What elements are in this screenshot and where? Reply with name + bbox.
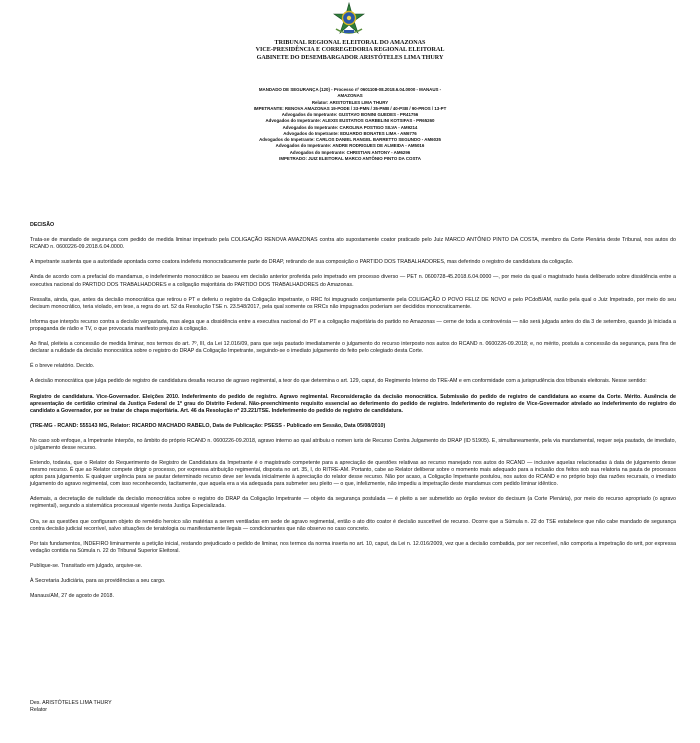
paragraph: É o breve relatório. Decido. (30, 363, 95, 370)
decision-title: DECISÃO (30, 222, 55, 228)
case-info (0, 87, 700, 162)
paragraph: No caso sob enfoque, a Impetrante interpôs, no âmbito do próprio RCAND n. 0600226-09.2018, agravo interno ao qual atribuiu o nomen iuris de Recurso Contra Julgamento do DRAP (ID 51905). E, simultaneamente, pela via mandamental, requer seja pautado, de imediato, o julgamento desse recurso. (30, 437, 676, 451)
court-name: TRIBUNAL REGIONAL ELEITORAL DO AMAZONAS (274, 40, 426, 46)
paragraph: Trata-se de mandado de segurança com pedido de medida liminar impetrado pela COLIGAÇÃO RENOVA AMAZONAS contra ato supostamente coator praticado pelo Juiz MARCO ANTÔNIO PINTO DA COSTA, membro da Corte Plenária deste Tribunal, nos autos do RCAND n. 0600226-09.2018.6.04.0000. (30, 237, 676, 251)
paragraph: À Secretaria Judiciária, para as providências a seu cargo. (30, 578, 166, 585)
paragraph: Publique-se. Transitado em julgado, arquive-se. (30, 562, 143, 569)
case-line: Advogados do Impetrante: ANDRE RODRIGUES DE ALMEIDA - AM5016 (275, 143, 425, 149)
coat-of-arms-icon (332, 2, 366, 36)
precedent-citation: (TRE-MG - RCAND: 555143 MG, Relator: RICARDO MACHADO RABELO, Data de Publicação: PSESS - Publicado em Sessão, Data 05/08/2010) (30, 422, 386, 429)
paragraph: Ainda de acordo com a prefacial do mandamus, o indeferimento monocrático se baseou em decisão anterior proferida pelo impetrado em processo diverso — PET n. 0600728-45.2018.6.04.0000 —, por meio da qual o magistrado havia deliberado sobre dissidência entre a executiva nacional do PARTIDO DOS TRABALHADORES e a coligação majoritária do PARTIDO DOS TRABALHADORES do Amazonas. (30, 274, 676, 288)
paragraph: Ademais, a decretação de nulidade da decisão monocrática sobre o registro do DRAP da Coligação Impetrante — objeto da segurança postulada — é pleito a ser submetido ao órgão revisor do decisum (a Corte Plenária), por meio do recurso apropriado (o agravo regimental), segundo a sistemática processual vigente nesta Justiça Especializada. (30, 496, 676, 510)
case-line: Advogados do Impetrante: CHRISTIAN ANTONY - AM6296 (289, 149, 411, 155)
signatory-name: Des. ARISTÓTELES LIMA THURY (30, 700, 112, 706)
paragraph: A decisão monocrática que julga pedido de registro de candidatura desafia recurso de agravo regimental, a teor do que determina o art. 129, caput, do Regimento Interno do TRE-AM e em conformidade com a jurisprudência dos tribunais eleitorais. Nesse sentido: (30, 378, 647, 385)
paragraph: Por tais fundamentos, INDEFIRO liminarmente a petição inicial, restando prejudicado o pedido de liminar, nos termos da norma inserta no art. 10, caput, da Lei n. 12.016/2009, vez que a decisão combatida, por ser recorrível, não comporta a impetração do writ, por expressa vedação contida na Súmula n. 22 do Tribunal Superior Eleitoral. (30, 540, 676, 554)
case-line: Advogados do Impetrante: CARLOS DANIEL RANGEL BARRETTO SEGUNDO - AM6035 (259, 137, 441, 142)
signature-block (30, 700, 112, 714)
decision-body (30, 222, 676, 608)
case-line: MANDADO DE SEGURANÇA (120) - Processo nº 0601108-08.2018.6.04.0000 - MANAUS - (258, 87, 442, 92)
case-line: Relator: ARISTOTELES LIMA THURY (311, 99, 389, 105)
signatory-role: Relator (30, 707, 48, 714)
court-header (0, 40, 700, 62)
paragraph: Informa que interpôs recurso contra a decisão vergastada, mas alega que a dissidência entre a executiva nacional do PT e a coligação majoritária do partido no Amazonas — cerne de toda a controvérsia — não será julgada antes do dia 3 de setembro, quando já iniciada a propaganda de rádio e TV, o que provocaria manifesto prejuízo à coligação. (30, 318, 676, 332)
case-line: Advogados do Impetrante: EDUARDO BONATES LIMA - AM6776 (283, 130, 417, 136)
paragraph: Ressalta, ainda, que, antes da decisão monocrática que retirou o PT e deferiu o registro da Coligação impetrante, o RRC foi impugnado conjuntamente pela COLIGAÇÃO O POVO FELIZ DE NOVO e pelo PCdoB/AM, razão pela qual o Juiz Impetrado, por meio do seu decisum monocrático, teria violado, em tese, a regra do art. 52 da Resolução TSE n. 23.548/2017, pela qual somente os RRCs não impugnados poderiam ser decididos monocraticamente. (30, 296, 676, 310)
paragraph: Ao final, pleiteia a concessão de medida liminar, nos termos do art. 7º, III, da Lei 12.016/09, para que seja pautado imediatamente o julgamento do recurso interposto nos autos do RCAND n. 0600226-09.2018; e, no mérito, postula a concessão da segurança, para fins de declarar a nulidade da decisão monocrática sobre o registro do DRAP da Coligação Impetrante, seguindo-se o imediato julgamento do feito pelo colegiado desta Corte. (30, 341, 676, 355)
paragraph: A impetrante sustenta que a autoridade apontada como coatora indeferiu monocraticamente parte do DRAP, retirando de sua composição o PARTIDO DOS TRABALHADORES, mas deferindo o registro de candidatura da coligação. (30, 259, 574, 266)
case-line: AMAZONAS (337, 93, 363, 99)
case-line: Advogados do Impetrante: GUSTAVO BONINI GUEDES - PR41756 (281, 112, 419, 117)
office-name: VICE-PRESIDÊNCIA E CORREGEDORIA REGIONAL ELEITORAL (255, 47, 445, 54)
decision-date: Manaus/AM, 27 de agosto de 2018. (30, 593, 114, 600)
case-line: IMPETRANTE: RENOVA AMAZONAS 19-PODE / 33-PMN / 35-PMB / 40-PSB / 90-PROS / 13-PT (253, 105, 447, 111)
case-line: IMPETRADO: JUIZ ELEITORAL MARCO ANTÔNIO PINTO DA COSTA (279, 155, 421, 161)
paragraph: Ora, se as questões que configuram objeto do remédio heroico são matérias a serem ventiladas em sede de agravo regimental, então o ato dito coator é decisão suscetível de recurso. Ocorre que a Súmula n. 22 do TSE estabelece que não cabe mandado de segurança contra decisão judicial recorrível, salvo situações de teratologia ou manifestamente ilegais — condicionantes que não observo no caso concreto. (30, 518, 676, 532)
cabinet-name: GABINETE DO DESEMBARGADOR ARISTÓTELES LIMA THURY (256, 54, 444, 61)
case-line: Advogados do Impetrante: ALEXIS EUSTATIOS GARBELINI KOTSIFAS - PR65260 (265, 118, 435, 124)
paragraph: Entendo, todavia, que o Relator do Requerimento de Registro de Candidatura da Impetrante é o magistrado competente para a apreciação de questões relativas ao recurso manejado nos autos do RCAND — inclusive aquelas relacionadas à data de julgamento desse mesmo recurso. É que ao Relator compete dirigir o processo, por expressa atribuição regimental, disposta no art. 35, I, do RITRE-AM. Portanto, cabe ao Relator deliberar sobre o momento mais adequado para a inclusão dos feitos sob sua relatoria na pauta de processos aptos para julgamento. E qualquer urgência para se pautar determinado recurso deve ser levada inicialmente à apreciação do relator desse recurso. Não por acaso, a Coligação Impetrante postulou, nos autos do RCAND e no próprio bojo das razões recursais, o imediato julgamento do agravo regimental, com isso reconhecendo, tacitamente, que aquela era a via adequada para submeter seu pleito — o que, infelizmente, não impediu a impetração deste mandamus com pedido liminar idêntico. (30, 460, 676, 488)
case-line: Advogados do Impetrante: CAROLINA POSTIGO SILVA - AM9214 (282, 124, 418, 130)
quoted-precedent: Registro de candidatura. Vice-Governador. Eleições 2010. Indeferimento do pedido de registro. Agravo regimental. Reconsideração da decisão monocrática. Submissão do pedido de registro de candidatura ao exame da Corte. Mérito. Ausência de apresentação de certidão criminal da Justiça Federal de 1º grau do Distrito Federal. Não-preenchimento requisito essencial ao deferimento do pedido de registro. Indeferimento do registro de Vice-Governador atrelado ao indeferimento do registro do candidato a Governador, por se tratar de chapa majoritária. Art. 46 da Resolução nº 23.221/TSE. Indeferimento do pedido de registro de candidatura. (30, 393, 676, 414)
